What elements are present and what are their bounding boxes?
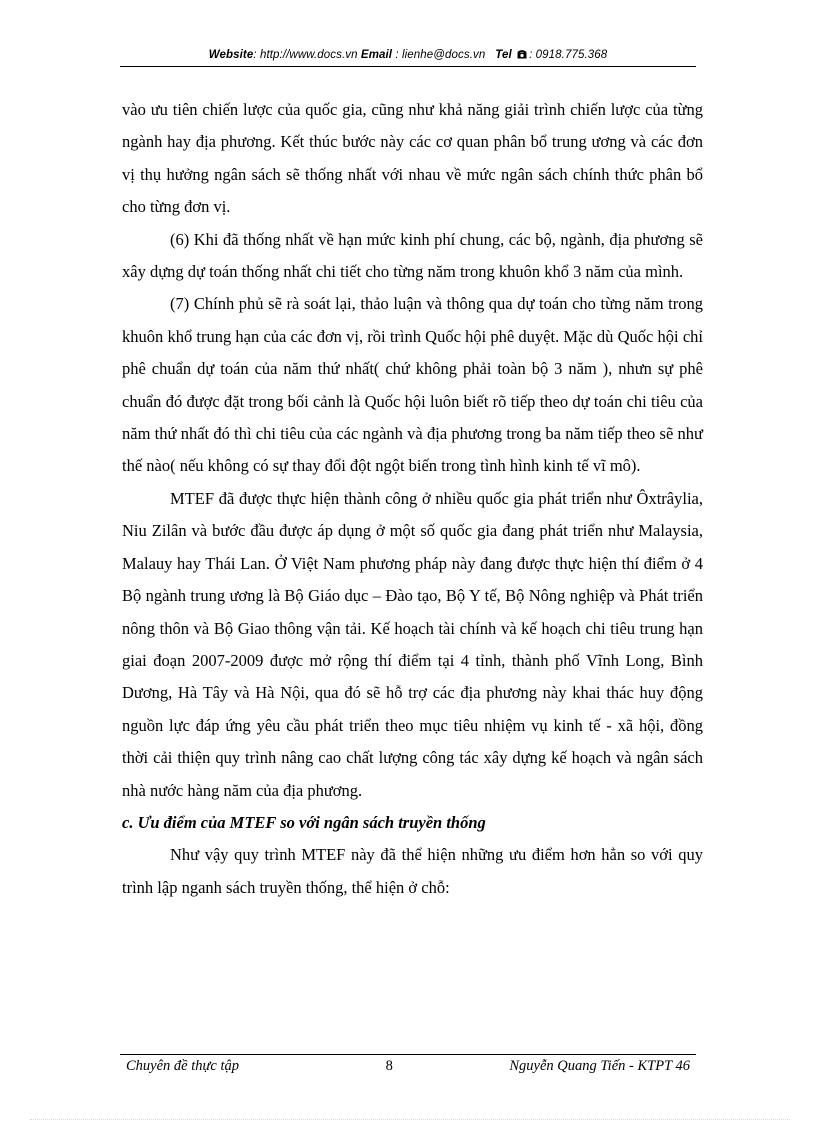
paragraph-5: Như vậy quy trình MTEF này đã thể hiện những ưu điểm hơn hẳn so với quy trình lập nganh sách truyền thống, thể hiện ở chỗ: bbox=[122, 845, 703, 897]
page-number: 8 bbox=[385, 1058, 393, 1074]
paragraph-4: MTEF đã được thực hiện thành công ở nhiều quốc gia phát triển như Ôxtrâylia, Niu Zilân và bước đầu được áp dụng ở một số quốc gia đang phát triển như Malaysia, Malauy hay Thái Lan. Ở Việt Nam phương pháp này đang được thực hiện thí điểm ở 4 Bộ ngành trung ương là Bộ Giáo dục – Đào tạo, Bộ Y tế, Bộ Nông nghiệp và Phát triển nông thôn và Bộ Giao thông vận tải. Kế hoạch tài chính và kế hoạch chi tiêu trung hạn giai đoạn 2007-2009 được mở rộng thí điểm tại 4 tỉnh, thành phố Vĩnh Long, Bình Dương, Hà Tây và Hà Nội, qua đó sẽ hỗ trợ các địa phương này khai thác huy động nguồn lực đáp ứng yêu cầu phát triển theo mục tiêu nhiệm vụ kinh tế - xã hội, đồng thời cải thiện quy trình nâng cao chất lượng công tác xây dựng kế hoạch và ngân sách nhà nước hàng năm của địa phương. bbox=[122, 488, 703, 800]
tel-value: : 0918.775.368 bbox=[529, 49, 608, 61]
website-label: Website bbox=[208, 49, 254, 61]
page-header bbox=[120, 49, 696, 61]
tel-label: Tel bbox=[495, 49, 512, 61]
email-value: : lienhe@docs.vn bbox=[392, 49, 486, 61]
email-label: Email bbox=[360, 49, 393, 61]
paragraph-1: vào ưu tiên chiến lược của quốc gia, cũng như khả năng giải trình chiến lược của từng ngành hay địa phương. Kết thúc bước này các cơ quan phân bổ trung ương và các đơn vị thụ hưởng ngân sách sẽ thống nhất với nhau về mức ngân sách chính thức phân bổ cho từng đơn vị. bbox=[122, 100, 703, 217]
page-edge-divider bbox=[30, 1119, 790, 1120]
phone-icon bbox=[517, 50, 527, 59]
page-footer bbox=[126, 1058, 690, 1075]
document-body bbox=[122, 94, 703, 904]
footer-right: Nguyễn Quang Tiến - KTPT 46 bbox=[509, 1058, 690, 1074]
footer-divider bbox=[120, 1054, 696, 1055]
website-value: : http://www.docs.vn bbox=[253, 49, 358, 61]
footer-left: Chuyên đề thực tập bbox=[126, 1058, 240, 1074]
paragraph-2: (6) Khi đã thống nhất về hạn mức kinh phí chung, các bộ, ngành, địa phương sẽ xây dựng dự toán thống nhất chi tiết cho từng năm trong khuôn khổ 3 năm của mình. bbox=[122, 229, 703, 282]
paragraph-3: (7) Chính phủ sẽ rà soát lại, thảo luận và thông qua dự toán cho từng năm trong khuôn khổ trung hạn của các đơn vị, rồi trình Quốc hội phê duyệt. Mặc dù Quốc hội chỉ phê chuẩn dự toán của năm thứ nhất( chứ không phải toàn bộ 3 năm ), nhưn sự phê chuẩn đó được đặt trong bối cảnh là Quốc hội luôn biết rõ tiếp theo dự toán chi tiêu của năm thứ nhất đó thì chi tiêu của các ngành và địa phương trong ba năm tiếp theo sẽ như thế nào( nếu không có sự thay đổi đột ngột biến trong tình hình kinh tế vĩ mô). bbox=[122, 294, 703, 476]
section-heading: c. Ưu điểm của MTEF so với ngân sách truyền thống bbox=[122, 812, 486, 832]
header-divider bbox=[120, 66, 696, 67]
